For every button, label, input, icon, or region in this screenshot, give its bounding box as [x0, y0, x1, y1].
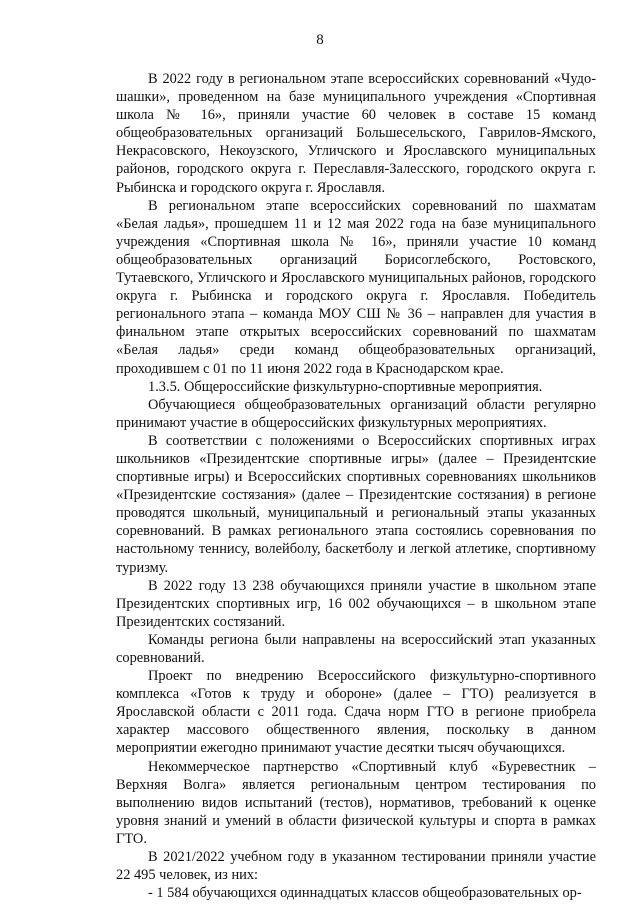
list-item: - 1 584 обучающихся одиннадцатых классов общеобразовательных ор-	[148, 885, 582, 902]
paragraph: Проект по внедрению Всероссийского физкультурно-спортивного комплекса «Готов к труду и обороне» (далее – ГТО) реализуется в Ярославской области с 2011 года. Сдача норм ГТО в регионе приобрела характер массового общественного явления, поскольку в данном мероприятии ежегодно принимают участие десятки тысяч обучающихся.	[116, 668, 596, 757]
paragraph: В 2022 году в региональном этапе всероссийских соревнований «Чудо-шашки», проведенном на базе муниципального учреждения «Спортивная школа № 16», приняли участие 60 человек в составе 15 команд общеобразовательных организаций Большесельского, Гаврилов-Ямского, Некрасовского, Некоузского, Угличского и Ярославского муниципальных районов, городского округа г. Переславля-Залесского, городского округа г. Рыбинска и городского округа г. Ярославля.	[116, 71, 596, 196]
section-heading: 1.3.5. Общероссийские физкультурно-спортивные мероприятия.	[148, 378, 543, 395]
paragraph: В соответствии с положениями о Всероссийских спортивных играх школьников «Президентские спортивные игры» (далее – Президентские спортивные игры) и Всероссийских спортивных соревнованиях школьников «Президентские состязания» (далее – Президентские состязания) в регионе проводятся школьный, муниципальный и региональный этапы указанных соревнований. В рамках регионального этапа состоялись соревнования по настольному теннису, волейболу, баскетболу и легкой атлетике, спортивному туризму.	[116, 432, 596, 576]
page-number: 8	[316, 32, 324, 48]
paragraph: Команды региона были направлены на всероссийский этап указанных соревнований.	[116, 631, 596, 666]
document-body	[116, 70, 596, 902]
paragraph: В региональном этапе всероссийских соревнований по шахматам «Белая ладья», прошедшем 11 и 12 мая 2022 года на базе муниципального учреждения «Спортивная школа № 16», приняли участие 10 команд общеобразовательных организаций Борисоглебского, Ростовского, Тутаевского, Угличского и Ярославского муниципальных районов, городского округа г. Рыбинска и городского округа г. Ярославля. Победитель регионального этапа – команда МОУ СШ № 36 – направлен для участия в финальном этапе открытых всероссийских соревнований по шахматам «Белая ладья» среди команд общеобразовательных организаций, проходившем с 01 по 11 июня 2022 года в Краснодарском крае.	[116, 197, 596, 377]
paragraph: В 2021/2022 учебном году в указанном тестировании приняли участие 22 495 человек, из них:	[116, 849, 596, 884]
paragraph: Обучающиеся общеобразовательных организаций области регулярно принимают участие в общероссийских физкультурных мероприятиях.	[116, 396, 596, 431]
paragraph: Некоммерческое партнерство «Спортивный клуб «Буревестник – Верхняя Волга» является региональным центром тестирования по выполнению видов испытаний (тестов), нормативов, требований к оценке уровня знаний и умений в области физической культуры и спорта в рамках ГТО.	[116, 758, 596, 847]
paragraph: В 2022 году 13 238 обучающихся приняли участие в школьном этапе Президентских спортивных игр, 16 002 обучающихся – в школьном этапе Президентских состязаний.	[116, 577, 596, 630]
